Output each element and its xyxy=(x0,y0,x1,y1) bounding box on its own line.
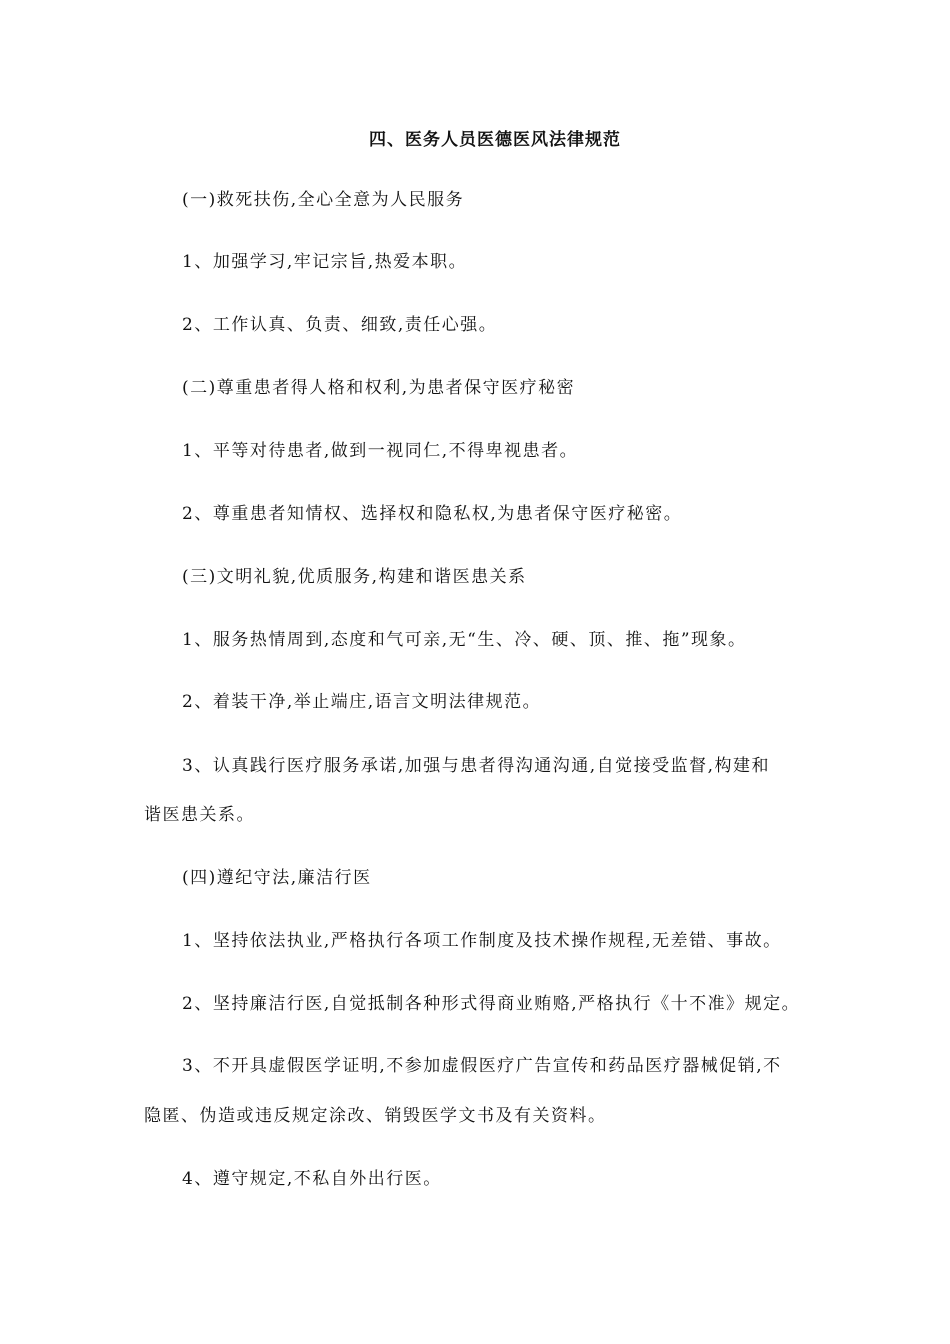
paragraph-line: 3、不开具虚假医学证明,不参加虚假医疗广告宣传和药品医疗器械促销,不 xyxy=(182,1056,782,1076)
section-heading-1: (一)救死扶伤,全心全意为人民服务 xyxy=(182,190,465,210)
paragraph-line-continuation: 隐匿、伪造或违反规定涂改、销毁医学文书及有关资料。 xyxy=(144,1106,607,1126)
paragraph-line: 3、认真践行医疗服务承诺,加强与患者得沟通沟通,自觉接受监督,构建和 xyxy=(182,756,771,776)
paragraph-line: 2、工作认真、负责、细致,责任心强。 xyxy=(182,315,498,335)
paragraph-line: 2、坚持廉洁行医,自觉抵制各种形式得商业贿赂,严格执行《十不准》规定。 xyxy=(182,994,801,1014)
paragraph-line: 1、加强学习,牢记宗旨,热爱本职。 xyxy=(182,252,468,272)
section-heading-4: (四)遵纪守法,廉洁行医 xyxy=(182,868,372,888)
paragraph-line: 2、尊重患者知情权、选择权和隐私权,为患者保守医疗秘密。 xyxy=(182,504,683,524)
paragraph-line: 2、着装干净,举止端庄,语言文明法律规范。 xyxy=(182,692,542,712)
document-title: 四、医务人员医德医风法律规范 xyxy=(369,130,621,150)
section-heading-3: (三)文明礼貌,优质服务,构建和谐医患关系 xyxy=(182,567,527,587)
paragraph-line: 1、平等对待患者,做到一视同仁,不得卑视患者。 xyxy=(182,441,579,461)
paragraph-line-continuation: 谐医患关系。 xyxy=(144,805,255,825)
paragraph-line: 1、坚持依法执业,严格执行各项工作制度及技术操作规程,无差错、事故。 xyxy=(182,931,782,951)
paragraph-line: 1、服务热情周到,态度和气可亲,无“生、冷、硬、顶、推、拖”现象。 xyxy=(182,630,747,650)
section-heading-2: (二)尊重患者得人格和权利,为患者保守医疗秘密 xyxy=(182,378,576,398)
paragraph-line: 4、遵守规定,不私自外出行医。 xyxy=(182,1169,442,1189)
